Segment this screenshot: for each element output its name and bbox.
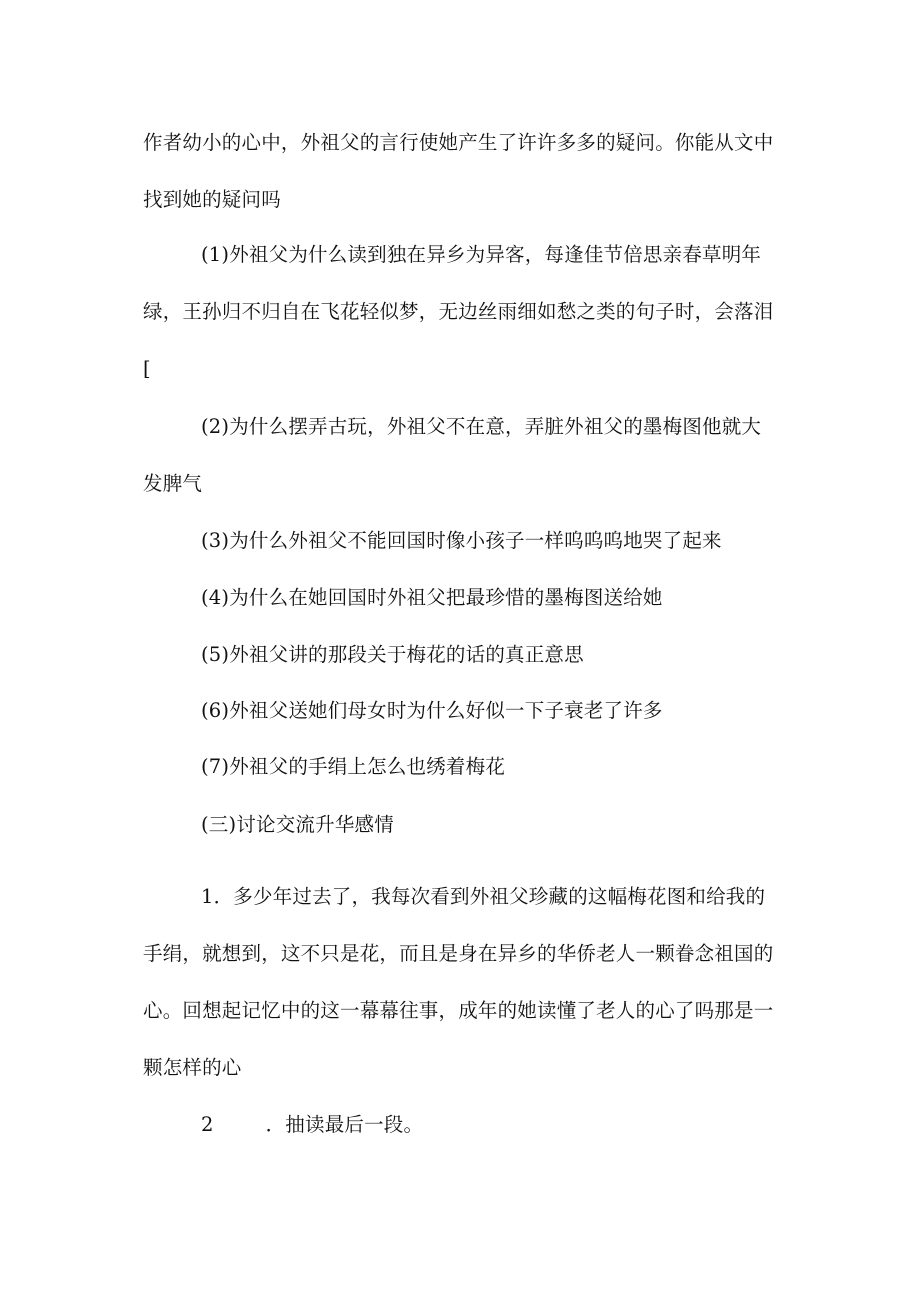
question-4: (4)为什么在她回国时外祖父把最珍惜的墨梅图送给她	[201, 586, 663, 609]
question-1: (1)外祖父为什么读到独在异乡为异客，每逢佳节倍思亲春草明年绿，王孙归不归自在飞花轻似梦，无边丝雨细如愁之类的句子时，会落泪[	[143, 243, 774, 380]
discussion-paragraph-2	[143, 1096, 778, 1153]
question-2: (2)为什么摆弄古玩，外祖父不在意，弄脏外祖父的墨梅图他就大发脾气	[143, 415, 762, 495]
item-number: 2	[201, 1113, 214, 1136]
discussion-paragraph-1: 1．多少年过去了，我每次看到外祖父珍藏的这幅梅花图和给我的手绢，就想到，这不只是花，而且是身在异乡的华侨老人一颗眷念祖国的心。回想起记忆中的这一幕幕往事，成年的她读懂了老人的心了吗那是一颗怎样的心	[143, 885, 774, 1079]
section-heading: (三)讨论交流升华感情	[201, 813, 394, 836]
question-7: (7)外祖父的手绢上怎么也绣着梅花	[201, 755, 506, 778]
question-3: (3)为什么外祖父不能回国时像小孩子一样呜呜呜地哭了起来	[201, 529, 722, 552]
paragraph-intro: 作者幼小的心中，外祖父的言行使她产生了许许多多的疑问。你能从文中找到她的疑问吗	[143, 131, 774, 211]
item-text: ．抽读最后一段。	[265, 1113, 424, 1136]
question-5: (5)外祖父讲的那段关于梅花的话的真正意思	[201, 643, 584, 666]
question-6: (6)外祖父送她们母女时为什么好似一下子衰老了许多	[201, 699, 663, 722]
